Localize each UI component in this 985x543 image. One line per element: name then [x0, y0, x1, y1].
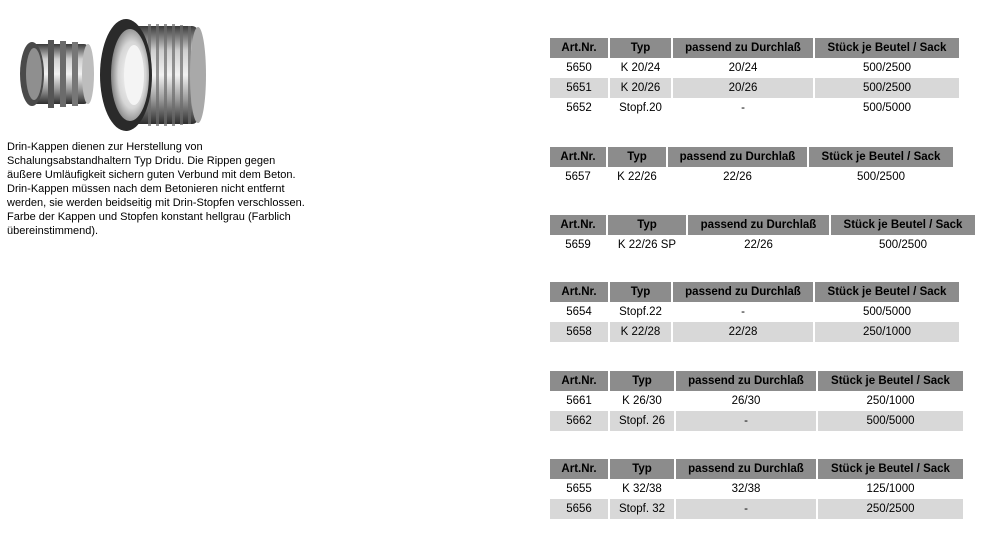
cell-typ: Stopf. 32 — [610, 499, 676, 519]
header-art-nr: Art.Nr. — [550, 282, 610, 302]
small-plug-shape — [20, 40, 94, 108]
table-row — [550, 235, 975, 255]
table-row — [550, 167, 953, 187]
cell-durchlass: - — [676, 411, 818, 431]
article-table-1 — [550, 38, 959, 118]
cell-durchlass: - — [673, 302, 815, 322]
table-header-row — [550, 38, 959, 58]
cell-art-nr: 5651 — [550, 78, 610, 98]
header-typ: Typ — [610, 371, 676, 391]
cell-art-nr: 5654 — [550, 302, 610, 322]
table-row — [550, 58, 959, 78]
cell-art-nr: 5652 — [550, 98, 610, 118]
cell-durchlass: 22/26 — [668, 167, 809, 187]
cell-typ: K 26/30 — [610, 391, 676, 411]
table-row — [550, 302, 959, 322]
header-typ: Typ — [610, 38, 673, 58]
cell-stueck: 500/5000 — [818, 411, 963, 431]
article-table-6 — [550, 459, 963, 519]
header-typ: Typ — [608, 147, 668, 167]
cell-typ: K 22/26 — [608, 167, 668, 187]
header-typ: Typ — [610, 459, 676, 479]
header-stueck: Stück je Beutel / Sack — [809, 147, 953, 167]
header-art-nr: Art.Nr. — [550, 147, 608, 167]
article-table-3 — [550, 215, 975, 255]
cell-art-nr: 5650 — [550, 58, 610, 78]
cell-durchlass: - — [676, 499, 818, 519]
table-header-row — [550, 371, 963, 391]
header-stueck: Stück je Beutel / Sack — [818, 459, 963, 479]
cell-art-nr: 5657 — [550, 167, 608, 187]
cell-stueck: 500/2500 — [863, 62, 911, 74]
table-row — [550, 499, 963, 519]
table-row — [550, 391, 963, 411]
cell-stueck: 500/2500 — [879, 239, 927, 251]
cell-typ: Stopf.20 — [610, 98, 673, 118]
cell-art-nr: 5659 — [550, 235, 608, 255]
table-row — [550, 98, 959, 118]
cell-typ: K 22/28 — [610, 322, 673, 342]
cell-art-nr: 5658 — [550, 322, 610, 342]
cell-stueck: 500/2500 — [857, 171, 905, 183]
large-cap-shape — [100, 19, 206, 131]
header-typ: Typ — [608, 215, 688, 235]
cell-durchlass: 26/30 — [676, 391, 818, 411]
header-durchlass: passend zu Durchlaß — [688, 215, 831, 235]
header-art-nr: Art.Nr. — [550, 215, 608, 235]
table-row — [550, 479, 963, 499]
cell-stueck: 125/1000 — [866, 483, 915, 495]
header-durchlass: passend zu Durchlaß — [676, 459, 818, 479]
header-stueck: Stück je Beutel / Sack — [818, 371, 963, 391]
cell-typ: K 20/26 — [610, 78, 673, 98]
cell-art-nr: 5655 — [550, 479, 610, 499]
header-durchlass: passend zu Durchlaß — [676, 371, 818, 391]
drain-cap-and-plug-image — [8, 10, 208, 135]
cell-durchlass: - — [673, 98, 815, 118]
cell-typ: K 20/24 — [610, 58, 673, 78]
cell-typ: Stopf. 26 — [610, 411, 676, 431]
table-row — [550, 322, 959, 342]
cell-art-nr: 5656 — [550, 499, 610, 519]
article-table-5 — [550, 371, 963, 431]
cell-typ: K 32/38 — [610, 479, 676, 499]
cell-stueck: 250/1000 — [866, 395, 915, 407]
cell-art-nr: 5661 — [550, 391, 610, 411]
cell-stueck: 250/2500 — [818, 499, 963, 519]
cell-stueck: 500/2500 — [815, 78, 959, 98]
cell-stueck: 500/5000 — [863, 306, 911, 318]
cell-typ: K 22/26 SP — [608, 235, 688, 255]
cell-durchlass: 20/24 — [673, 58, 815, 78]
table-row — [550, 78, 959, 98]
table-header-row — [550, 459, 963, 479]
cell-durchlass: 22/28 — [673, 322, 815, 342]
cell-stueck: 250/1000 — [815, 322, 959, 342]
cell-durchlass: 22/26 — [688, 235, 831, 255]
header-stueck: Stück je Beutel / Sack — [831, 215, 975, 235]
product-description: Drin-Kappen dienen zur Herstellung von Schalungsabstandhaltern Typ Dridu. Die Rippen gegen äußere Umläufigkeit sichern guten Verbund mit dem Beton. Drin-Kappen müssen nach dem Betonieren nicht entfernt werden, sie werden beidseitig mit Drin-Stopfen verschlossen. Farbe der Kappen und Stopfen konstant hellgrau (Farblich übereinstimmend). — [7, 141, 305, 237]
cell-durchlass: 32/38 — [676, 479, 818, 499]
header-art-nr: Art.Nr. — [550, 38, 610, 58]
table-row — [550, 411, 963, 431]
table-header-row — [550, 282, 959, 302]
header-stueck: Stück je Beutel / Sack — [815, 282, 959, 302]
cell-stueck: 500/5000 — [863, 102, 911, 114]
cell-typ: Stopf.22 — [610, 302, 673, 322]
header-stueck: Stück je Beutel / Sack — [815, 38, 959, 58]
article-table-2 — [550, 147, 953, 187]
header-art-nr: Art.Nr. — [550, 459, 610, 479]
cell-durchlass: 20/26 — [673, 78, 815, 98]
header-durchlass: passend zu Durchlaß — [673, 38, 815, 58]
table-header-row — [550, 147, 953, 167]
table-header-row — [550, 215, 975, 235]
header-durchlass: passend zu Durchlaß — [673, 282, 815, 302]
article-table-4 — [550, 282, 959, 342]
header-typ: Typ — [610, 282, 673, 302]
cell-art-nr: 5662 — [550, 411, 610, 431]
header-durchlass: passend zu Durchlaß — [668, 147, 809, 167]
header-art-nr: Art.Nr. — [550, 371, 610, 391]
